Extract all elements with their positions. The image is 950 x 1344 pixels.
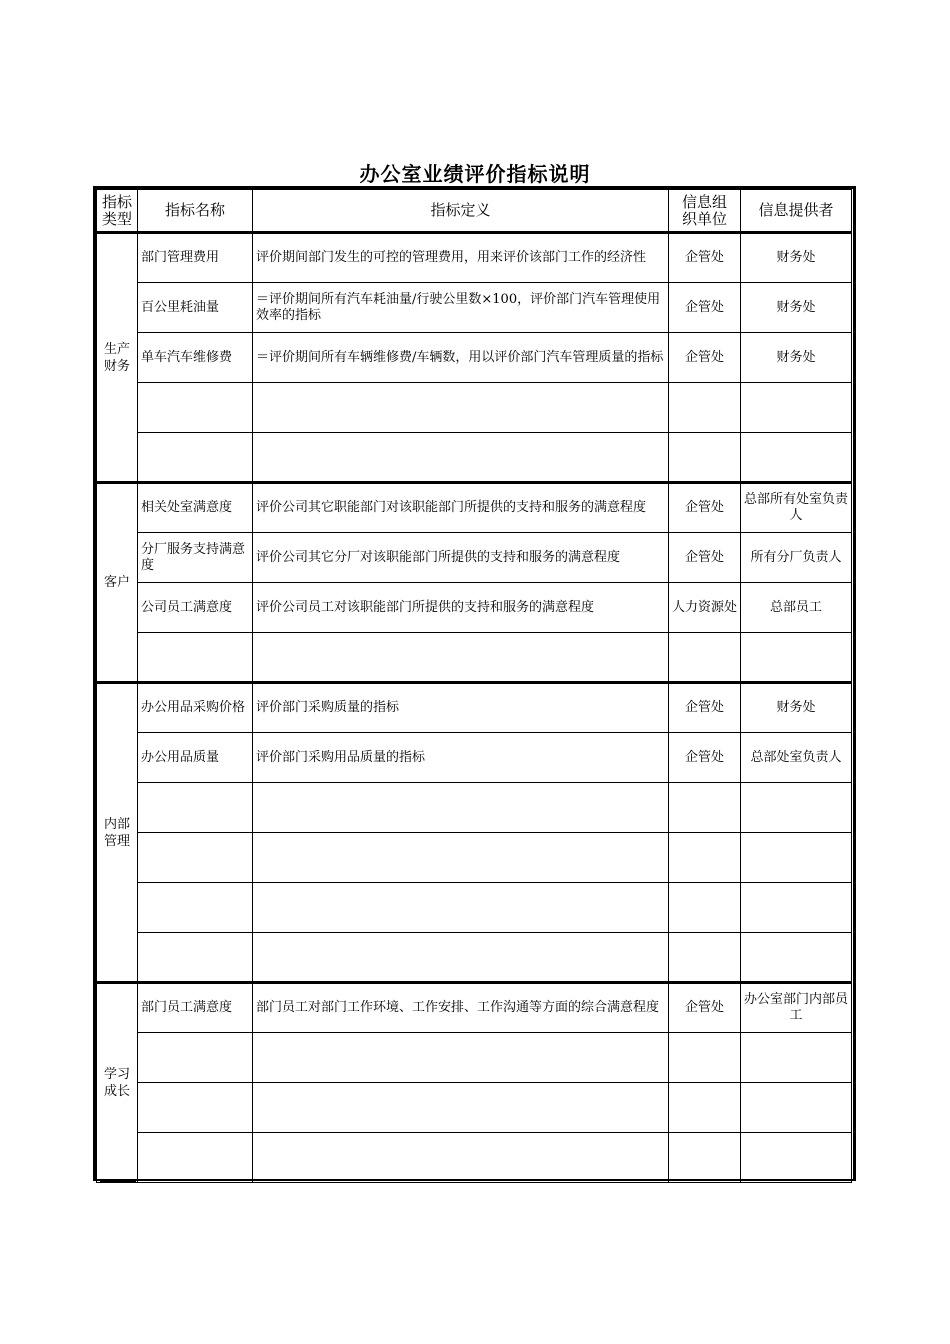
indicator-name-cell: 办公用品质量 bbox=[138, 733, 253, 783]
info-provider-cell: 总部所有处室负责人 bbox=[741, 483, 852, 533]
indicator-definition-cell bbox=[253, 783, 669, 833]
info-unit-cell bbox=[669, 433, 741, 483]
info-provider-cell: 总部处室负责人 bbox=[741, 733, 852, 783]
info-provider-cell bbox=[741, 883, 852, 933]
indicator-definition-cell: 评价部门采购用品质量的指标 bbox=[253, 733, 669, 783]
indicator-definition-cell: 评价公司员工对该职能部门所提供的支持和服务的满意程度 bbox=[253, 583, 669, 633]
table-row bbox=[97, 283, 852, 333]
indicator-type-label: 客户 bbox=[103, 575, 130, 590]
info-provider-cell bbox=[741, 783, 852, 833]
indicator-name-cell: 公司员工满意度 bbox=[138, 583, 253, 633]
table-row bbox=[97, 983, 852, 1033]
indicator-type-label: 学习成长 bbox=[103, 1067, 130, 1099]
info-provider-cell: 财务处 bbox=[741, 683, 852, 733]
indicator-type-label: 内部管理 bbox=[103, 816, 130, 849]
table-row bbox=[97, 533, 852, 583]
info-provider-cell bbox=[741, 833, 852, 883]
info-provider-cell: 财务处 bbox=[741, 283, 852, 333]
info-unit-cell: 企管处 bbox=[669, 733, 741, 783]
indicator-name-cell bbox=[138, 1133, 253, 1183]
info-provider-cell: 财务处 bbox=[741, 333, 852, 383]
table-row bbox=[97, 1133, 852, 1183]
table-row bbox=[97, 383, 852, 433]
indicator-type-cell bbox=[97, 483, 138, 683]
info-unit-cell: 企管处 bbox=[669, 333, 741, 383]
indicator-definition-cell: ＝评价期间所有车辆维修费/车辆数，用以评价部门汽车管理质量的指标 bbox=[253, 333, 669, 383]
info-provider-cell bbox=[741, 383, 852, 433]
table-row bbox=[97, 583, 852, 633]
info-unit-cell: 企管处 bbox=[669, 533, 741, 583]
indicator-definition-cell bbox=[253, 883, 669, 933]
info-provider-cell bbox=[741, 1083, 852, 1133]
table-row bbox=[97, 683, 852, 733]
table-row bbox=[97, 333, 852, 383]
indicator-name-cell bbox=[138, 783, 253, 833]
header-definition: 指标定义 bbox=[253, 190, 669, 233]
table-row bbox=[97, 883, 852, 933]
indicator-definition-cell bbox=[253, 1033, 669, 1083]
table-row bbox=[97, 833, 852, 883]
indicator-type-cell bbox=[97, 233, 138, 483]
table-row bbox=[97, 1083, 852, 1133]
table-row bbox=[97, 933, 852, 983]
info-provider-cell: 办公室部门内部员工 bbox=[741, 983, 852, 1033]
info-unit-cell bbox=[669, 783, 741, 833]
indicator-definition-cell bbox=[253, 383, 669, 433]
document-title: 办公室业绩评价指标说明 bbox=[359, 162, 591, 186]
indicator-table bbox=[96, 189, 852, 1183]
table-row bbox=[97, 633, 852, 683]
indicator-name-cell: 单车汽车维修费 bbox=[138, 333, 253, 383]
indicator-definition-cell bbox=[253, 633, 669, 683]
header-row bbox=[97, 190, 852, 233]
indicator-definition-cell: 部门员工对部门工作环境、工作安排、工作沟通等方面的综合满意程度 bbox=[253, 983, 669, 1033]
info-unit-cell: 人力资源处 bbox=[669, 583, 741, 633]
info-unit-cell: 企管处 bbox=[669, 683, 741, 733]
header-name: 指标名称 bbox=[138, 190, 253, 233]
indicator-definition-cell bbox=[253, 1133, 669, 1183]
info-unit-cell: 企管处 bbox=[669, 483, 741, 533]
info-unit-cell bbox=[669, 833, 741, 883]
indicator-name-cell bbox=[138, 883, 253, 933]
indicator-name-cell bbox=[138, 383, 253, 433]
info-unit-cell bbox=[669, 883, 741, 933]
info-provider-cell: 总部员工 bbox=[741, 583, 852, 633]
indicator-definition-cell bbox=[253, 833, 669, 883]
table-row bbox=[97, 233, 852, 283]
indicator-type-cell bbox=[97, 983, 138, 1183]
table-row bbox=[97, 433, 852, 483]
header-provider: 信息提供者 bbox=[741, 190, 852, 233]
indicator-definition-cell: 评价期间部门发生的可控的管理费用，用来评价该部门工作的经济性 bbox=[253, 233, 669, 283]
indicator-name-cell: 分厂服务支持满意度 bbox=[138, 533, 253, 583]
info-unit-cell bbox=[669, 633, 741, 683]
info-provider-cell: 财务处 bbox=[741, 233, 852, 283]
info-provider-cell bbox=[741, 1133, 852, 1183]
indicator-name-cell: 部门管理费用 bbox=[138, 233, 253, 283]
indicator-definition-cell: ＝评价期间所有汽车耗油量/行驶公里数×100，评价部门汽车管理使用效率的指标 bbox=[253, 283, 669, 333]
indicator-definition-cell bbox=[253, 933, 669, 983]
indicator-name-cell: 相关处室满意度 bbox=[138, 483, 253, 533]
info-unit-cell bbox=[669, 1133, 741, 1183]
info-provider-cell bbox=[741, 1033, 852, 1083]
info-unit-cell: 企管处 bbox=[669, 233, 741, 283]
table-body bbox=[97, 233, 852, 1183]
info-provider-cell bbox=[741, 933, 852, 983]
indicator-definition-cell bbox=[253, 1083, 669, 1133]
table-row bbox=[97, 783, 852, 833]
indicator-name-cell: 办公用品采购价格 bbox=[138, 683, 253, 733]
indicator-definition-cell bbox=[253, 433, 669, 483]
indicator-name-cell: 百公里耗油量 bbox=[138, 283, 253, 333]
info-unit-cell bbox=[669, 1083, 741, 1133]
indicator-type-cell bbox=[97, 683, 138, 983]
info-unit-cell bbox=[669, 933, 741, 983]
indicator-definition-cell: 评价部门采购质量的指标 bbox=[253, 683, 669, 733]
indicator-name-cell bbox=[138, 833, 253, 883]
indicator-name-cell bbox=[138, 433, 253, 483]
indicator-definition-cell: 评价公司其它分厂对该职能部门所提供的支持和服务的满意程度 bbox=[253, 533, 669, 583]
header-type: 指标类型 bbox=[97, 190, 138, 233]
indicator-definition-cell: 评价公司其它职能部门对该职能部门所提供的支持和服务的满意程度 bbox=[253, 483, 669, 533]
indicator-name-cell bbox=[138, 1083, 253, 1133]
indicator-type-label: 生产财务 bbox=[103, 341, 130, 374]
table-row bbox=[97, 733, 852, 783]
info-unit-cell: 企管处 bbox=[669, 983, 741, 1033]
info-provider-cell bbox=[741, 433, 852, 483]
info-unit-cell bbox=[669, 1033, 741, 1083]
bottom-rule bbox=[100, 1180, 136, 1183]
info-unit-cell bbox=[669, 383, 741, 433]
header-unit: 信息组织单位 bbox=[669, 190, 741, 233]
info-unit-cell: 企管处 bbox=[669, 283, 741, 333]
indicator-name-cell bbox=[138, 933, 253, 983]
info-provider-cell: 所有分厂负责人 bbox=[741, 533, 852, 583]
table-row bbox=[97, 1033, 852, 1083]
info-provider-cell bbox=[741, 633, 852, 683]
indicator-name-cell: 部门员工满意度 bbox=[138, 983, 253, 1033]
table-row bbox=[97, 483, 852, 533]
indicator-name-cell bbox=[138, 1033, 253, 1083]
indicator-name-cell bbox=[138, 633, 253, 683]
